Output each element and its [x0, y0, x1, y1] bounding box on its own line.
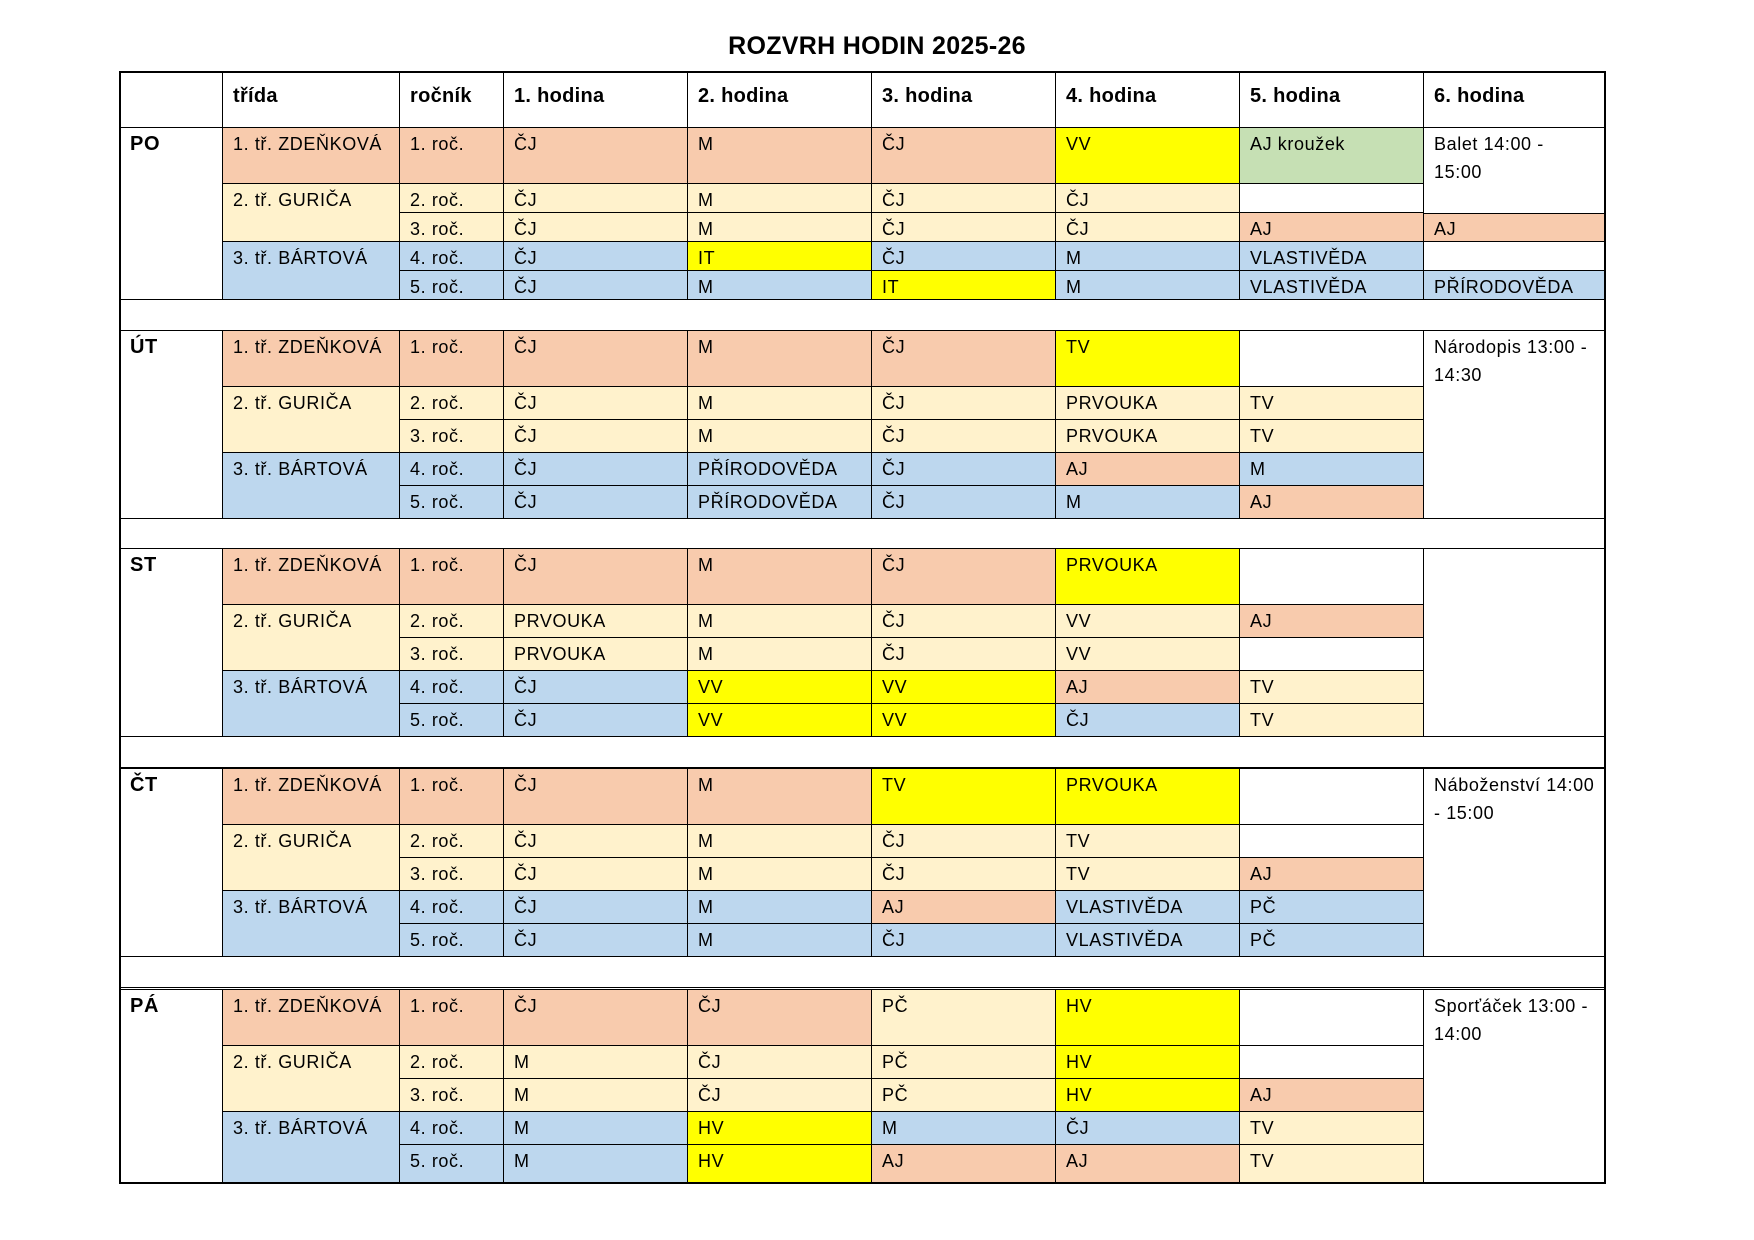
lesson-cell: PŘÍRODOVĚDA: [687, 452, 873, 487]
lesson-cell: M: [503, 1078, 689, 1113]
lesson-cell: IT: [687, 241, 873, 272]
rocnik-cell: 3. roč.: [399, 419, 505, 454]
class-cell: 3. tř. BÁRTOVÁ: [222, 670, 401, 738]
class-cell: 1. tř. ZDEŇKOVÁ: [222, 330, 401, 388]
lesson-cell: AJ: [1055, 1144, 1241, 1184]
lesson-cell: M: [687, 768, 873, 826]
class-cell: 1. tř. ZDEŇKOVÁ: [222, 127, 401, 185]
rocnik-cell: 4. roč.: [399, 890, 505, 925]
timetable: [119, 71, 1604, 1188]
day-label: ST: [119, 548, 224, 738]
lesson-cell: ČJ: [871, 330, 1057, 388]
header-cell-7: 5. hodina: [1239, 71, 1425, 128]
rocnik-cell: 1. roč.: [399, 330, 505, 388]
lesson-cell: TV: [1239, 386, 1425, 421]
lesson-cell: TV: [871, 768, 1057, 826]
lesson-cell: ČJ: [871, 857, 1057, 892]
lesson-cell: HV: [1055, 989, 1241, 1047]
lesson-cell: AJ: [1239, 212, 1425, 243]
lesson-cell: M: [687, 604, 873, 639]
lesson-cell: PČ: [871, 989, 1057, 1047]
lesson-cell: M: [1055, 270, 1241, 301]
rocnik-cell: 3. roč.: [399, 212, 505, 243]
lesson-cell: AJ: [871, 890, 1057, 925]
lesson-cell: ČJ: [503, 768, 689, 826]
lesson-cell: ČJ: [1055, 183, 1241, 214]
day-label: PÁ: [119, 989, 224, 1184]
header-cell-4: 2. hodina: [687, 71, 873, 128]
class-cell: 1. tř. ZDEŇKOVÁ: [222, 548, 401, 606]
lesson-cell: ČJ: [871, 127, 1057, 185]
lesson-cell: M: [1055, 241, 1241, 272]
day-label: ÚT: [119, 330, 224, 520]
lesson-cell: PRVOUKA: [1055, 386, 1241, 421]
lesson-cell: PRVOUKA: [1055, 768, 1241, 826]
extra-activity-cell: Balet 14:00 - 15:00: [1423, 127, 1606, 214]
lesson-cell: ČJ: [503, 857, 689, 892]
header-cell-8: 6. hodina: [1423, 71, 1606, 128]
lesson-cell: TV: [1055, 824, 1241, 859]
lesson-cell: ČJ: [1055, 1111, 1241, 1146]
rocnik-cell: 5. roč.: [399, 270, 505, 301]
lesson-cell: ČJ: [503, 386, 689, 421]
lesson-cell: ČJ: [871, 604, 1057, 639]
lesson-cell: TV: [1239, 1111, 1425, 1146]
header-cell-3: 1. hodina: [503, 71, 689, 128]
lesson-cell: ČJ: [687, 989, 873, 1047]
header-cell-1: třída: [222, 71, 401, 128]
lesson-cell: ČJ: [871, 386, 1057, 421]
lesson-cell: ČJ: [871, 419, 1057, 454]
lesson-cell: TV: [1239, 670, 1425, 705]
lesson-cell: PŘÍRODOVĚDA: [687, 485, 873, 520]
class-cell: 3. tř. BÁRTOVÁ: [222, 890, 401, 958]
class-cell: 3. tř. BÁRTOVÁ: [222, 241, 401, 301]
lesson-cell: AJ: [1055, 670, 1241, 705]
rocnik-cell: 4. roč.: [399, 452, 505, 487]
lesson-cell: ČJ: [871, 923, 1057, 958]
class-cell: 3. tř. BÁRTOVÁ: [222, 1111, 401, 1184]
lesson-cell: ČJ: [687, 1045, 873, 1080]
lesson-cell: ČJ: [503, 330, 689, 388]
lesson-cell: ČJ: [503, 548, 689, 606]
lesson-cell: ČJ: [871, 637, 1057, 672]
lesson-cell: ČJ: [871, 485, 1057, 520]
lesson-cell: AJ: [1055, 452, 1241, 487]
class-cell: 1. tř. ZDEŇKOVÁ: [222, 768, 401, 826]
lesson-cell: PRVOUKA: [1055, 419, 1241, 454]
lesson-cell: AJ: [1239, 1078, 1425, 1113]
lesson-cell: ČJ: [1055, 212, 1241, 243]
lesson-cell: ČJ: [503, 890, 689, 925]
rocnik-cell: 1. roč.: [399, 127, 505, 185]
lesson-cell: VV: [1055, 604, 1241, 639]
rocnik-cell: 4. roč.: [399, 1111, 505, 1146]
rocnik-cell: 5. roč.: [399, 703, 505, 738]
lesson-cell: VV: [871, 703, 1057, 738]
class-cell: 1. tř. ZDEŇKOVÁ: [222, 989, 401, 1047]
lesson-cell: AJ kroužek: [1239, 127, 1425, 185]
rocnik-cell: 4. roč.: [399, 241, 505, 272]
class-cell: 2. tř. GURIČA: [222, 183, 401, 243]
page-title: ROZVRH HODIN 2025-26: [728, 32, 1026, 60]
lesson-cell: M: [687, 637, 873, 672]
rocnik-cell: 5. roč.: [399, 1144, 505, 1184]
lesson-cell: ČJ: [503, 183, 689, 214]
lesson-cell: ČJ: [503, 127, 689, 185]
day-label: ČT: [119, 768, 224, 958]
lesson-cell: HV: [687, 1111, 873, 1146]
lesson-cell: VLASTIVĚDA: [1055, 890, 1241, 925]
lesson-cell: ČJ: [871, 824, 1057, 859]
lesson-cell: PRVOUKA: [503, 604, 689, 639]
rocnik-cell: 5. roč.: [399, 923, 505, 958]
class-cell: 2. tř. GURIČA: [222, 824, 401, 892]
lesson-cell: TV: [1055, 330, 1241, 388]
rocnik-cell: 1. roč.: [399, 768, 505, 826]
lesson-cell: VLASTIVĚDA: [1239, 241, 1425, 272]
lesson-cell: ČJ: [503, 212, 689, 243]
lesson-cell: ČJ: [503, 452, 689, 487]
rocnik-cell: 2. roč.: [399, 824, 505, 859]
lesson-cell: M: [687, 890, 873, 925]
lesson-cell: HV: [687, 1144, 873, 1184]
lesson-cell: M: [687, 923, 873, 958]
rocnik-cell: 4. roč.: [399, 670, 505, 705]
lesson-cell: M: [503, 1111, 689, 1146]
lesson-cell: M: [687, 548, 873, 606]
lesson-cell: M: [687, 270, 873, 301]
lesson-cell: VLASTIVĚDA: [1239, 270, 1425, 301]
lesson-cell: ČJ: [503, 270, 689, 301]
class-cell: 2. tř. GURIČA: [222, 1045, 401, 1113]
lesson-cell: ČJ: [503, 485, 689, 520]
rocnik-cell: 2. roč.: [399, 183, 505, 214]
extra-activity-cell: Sporťáček 13:00 - 14:00: [1423, 989, 1606, 1184]
rocnik-cell: 3. roč.: [399, 637, 505, 672]
lesson-cell: ČJ: [503, 923, 689, 958]
class-cell: 2. tř. GURIČA: [222, 604, 401, 672]
class-cell: 3. tř. BÁRTOVÁ: [222, 452, 401, 520]
lesson-cell: AJ: [871, 1144, 1057, 1184]
lesson-cell: M: [687, 824, 873, 859]
lesson-cell: VV: [1055, 127, 1241, 185]
lesson-cell: ČJ: [687, 1078, 873, 1113]
lesson-cell: IT: [871, 270, 1057, 301]
lesson-cell: TV: [1055, 857, 1241, 892]
extra-activity-cell: Národopis 13:00 - 14:30: [1423, 330, 1606, 520]
lesson-cell: M: [687, 386, 873, 421]
lesson-cell: PČ: [1239, 890, 1425, 925]
lesson-cell: VLASTIVĚDA: [1055, 923, 1241, 958]
lesson-cell: M: [687, 183, 873, 214]
lesson-cell: HV: [1055, 1045, 1241, 1080]
rocnik-cell: 5. roč.: [399, 485, 505, 520]
lesson-cell: ČJ: [503, 989, 689, 1047]
lesson-cell: TV: [1239, 703, 1425, 738]
lesson-cell: HV: [1055, 1078, 1241, 1113]
lesson-cell: AJ: [1239, 857, 1425, 892]
lesson-cell: VV: [687, 670, 873, 705]
lesson-cell: ČJ: [871, 183, 1057, 214]
rocnik-cell: 2. roč.: [399, 1045, 505, 1080]
header-cell-2: ročník: [399, 71, 505, 128]
rocnik-cell: 3. roč.: [399, 1078, 505, 1113]
lesson-cell: M: [503, 1144, 689, 1184]
rocnik-cell: 2. roč.: [399, 604, 505, 639]
header-cell-5: 3. hodina: [871, 71, 1057, 128]
rocnik-cell: 3. roč.: [399, 857, 505, 892]
lesson-cell: M: [687, 857, 873, 892]
lesson-cell: ČJ: [503, 703, 689, 738]
lesson-cell: M: [687, 419, 873, 454]
lesson-cell: M: [1239, 452, 1425, 487]
lesson-cell: M: [1055, 485, 1241, 520]
lesson-cell: PČ: [1239, 923, 1425, 958]
day-label: PO: [119, 127, 224, 301]
lesson-cell: VV: [1055, 637, 1241, 672]
lesson-cell: ČJ: [503, 824, 689, 859]
lesson-cell: M: [871, 1111, 1057, 1146]
rocnik-cell: 2. roč.: [399, 386, 505, 421]
lesson-cell: PRVOUKA: [503, 637, 689, 672]
lesson-cell: ČJ: [871, 452, 1057, 487]
lesson-cell: PČ: [871, 1045, 1057, 1080]
lesson-cell: ČJ: [1055, 703, 1241, 738]
lesson-cell: ČJ: [871, 212, 1057, 243]
lesson-cell: AJ: [1239, 604, 1425, 639]
lesson-cell: ČJ: [503, 419, 689, 454]
lesson-cell: TV: [1239, 1144, 1425, 1184]
lesson-cell: ČJ: [503, 670, 689, 705]
rocnik-cell: 1. roč.: [399, 989, 505, 1047]
header-cell-6: 4. hodina: [1055, 71, 1241, 128]
lesson-cell: PŘÍRODOVĚDA: [1423, 270, 1606, 301]
lesson-cell: VV: [871, 670, 1057, 705]
lesson-cell: M: [503, 1045, 689, 1080]
extra-activity-cell: Náboženství 14:00 - 15:00: [1423, 768, 1606, 958]
table-frame: [119, 71, 1606, 1184]
lesson-cell: AJ: [1423, 212, 1606, 243]
lesson-cell: TV: [1239, 419, 1425, 454]
lesson-cell: PČ: [871, 1078, 1057, 1113]
lesson-cell: M: [687, 212, 873, 243]
lesson-cell: VV: [687, 703, 873, 738]
lesson-cell: ČJ: [871, 548, 1057, 606]
lesson-cell: M: [687, 330, 873, 388]
lesson-cell: PRVOUKA: [1055, 548, 1241, 606]
class-cell: 2. tř. GURIČA: [222, 386, 401, 454]
rocnik-cell: 1. roč.: [399, 548, 505, 606]
lesson-cell: M: [687, 127, 873, 185]
lesson-cell: ČJ: [871, 241, 1057, 272]
lesson-cell: ČJ: [503, 241, 689, 272]
lesson-cell: AJ: [1239, 485, 1425, 520]
